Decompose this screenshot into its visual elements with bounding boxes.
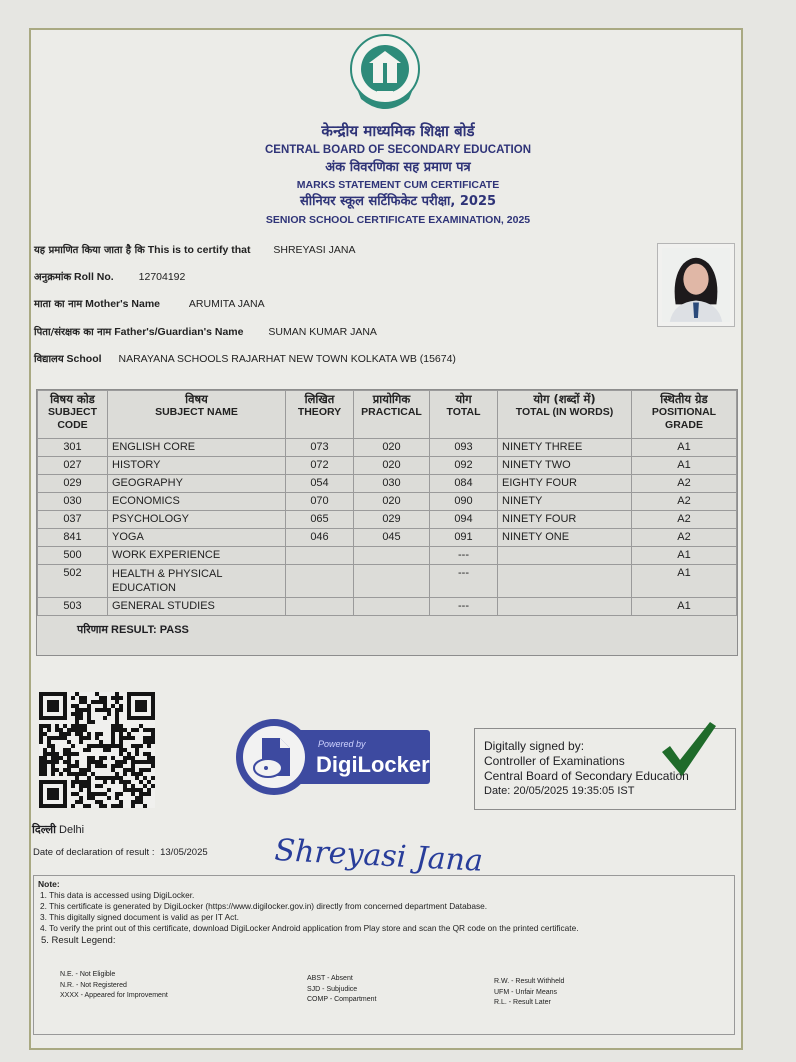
mother-label: Mother's Name xyxy=(85,298,160,310)
table-row xyxy=(38,493,737,511)
cell-grade: A1 xyxy=(632,565,737,598)
cell-practical xyxy=(354,598,430,616)
cell-practical: 020 xyxy=(354,493,430,511)
cell-subject: GEOGRAPHY xyxy=(108,475,286,493)
mother-name: ARUMITA JANA xyxy=(188,298,265,310)
verified-check-icon xyxy=(658,720,718,780)
cell-grade: A1 xyxy=(632,439,737,457)
qr-code xyxy=(39,692,155,808)
cell-words xyxy=(498,565,632,598)
cell-code: 301 xyxy=(38,439,108,457)
board-name-hindi: केन्द्रीय माध्यमिक शिक्षा बोर्ड xyxy=(321,122,475,140)
table-row xyxy=(38,511,737,529)
cell-subject: YOGA xyxy=(108,529,286,547)
school-label: School xyxy=(66,353,102,365)
cell-total: 084 xyxy=(430,475,498,493)
certify-row xyxy=(34,242,355,256)
legend-item: R.W. - Result Withheld xyxy=(494,978,565,985)
cell-theory: 072 xyxy=(286,457,354,475)
cell-words: NINETY THREE xyxy=(498,439,632,457)
signed-by-authority: Controller of Examinations xyxy=(484,754,625,768)
cell-code: 029 xyxy=(38,475,108,493)
header-grade: स्थितीय ग्रेड POSITIONAL GRADE xyxy=(632,391,737,439)
cell-total: 090 xyxy=(430,493,498,511)
declaration-label: Date of declaration of result : xyxy=(33,847,155,858)
place-english: Delhi xyxy=(59,824,85,836)
cell-grade: A2 xyxy=(632,475,737,493)
header-total: योग TOTAL xyxy=(430,391,498,439)
legend-item: ABST - Absent xyxy=(307,975,353,982)
cell-total: 094 xyxy=(430,511,498,529)
cell-practical: 020 xyxy=(354,439,430,457)
place-of-issue xyxy=(32,822,84,837)
table-row xyxy=(38,457,737,475)
cell-subject: GENERAL STUDIES xyxy=(108,598,286,616)
exam-title-english: SENIOR SCHOOL CERTIFICATE EXAMINATION, 2025 xyxy=(265,214,531,226)
certify-label-hindi: यह प्रमाणित किया जाता है कि xyxy=(34,245,145,256)
cell-code: 503 xyxy=(38,598,108,616)
board-name-english: CENTRAL BOARD OF SECONDARY EDUCATION xyxy=(265,144,531,156)
cell-subject: PSYCHOLOGY xyxy=(108,511,286,529)
father-label-hindi: पिता/संरक्षक का नाम xyxy=(34,327,112,338)
cell-code: 841 xyxy=(38,529,108,547)
table-row xyxy=(38,475,737,493)
legend-item: UFM - Unfair Means xyxy=(494,988,558,996)
cell-code: 030 xyxy=(38,493,108,511)
cell-practical xyxy=(354,547,430,565)
note-title: Note: xyxy=(38,879,60,889)
table-row xyxy=(38,439,737,457)
cell-total: --- xyxy=(430,598,498,616)
note-item: 3. This digitally signed document is valid as per IT Act. xyxy=(40,912,239,922)
legend-item: N.E. - Not Eligible xyxy=(60,971,116,978)
header-practical: प्रायोगिक PRACTICAL xyxy=(354,391,430,439)
result-label: RESULT: PASS xyxy=(111,624,189,636)
mother-row xyxy=(34,296,265,310)
cell-total: 092 xyxy=(430,457,498,475)
legend-item: R.L. - Result Later xyxy=(494,999,551,1006)
cell-grade: A1 xyxy=(632,457,737,475)
header-subject-name: विषय SUBJECT NAME xyxy=(108,391,286,439)
roll-row xyxy=(34,269,185,283)
father-label: Father's/Guardian's Name xyxy=(114,326,244,338)
cell-subject: ENGLISH CORE xyxy=(108,439,286,457)
cell-grade: A2 xyxy=(632,529,737,547)
cell-theory xyxy=(286,598,354,616)
signed-by-board: Central Board of Secondary Education xyxy=(484,769,689,783)
notes-section xyxy=(33,875,735,1035)
certify-label: This is to certify that xyxy=(147,244,251,256)
father-row xyxy=(34,324,377,338)
note-item: 2. This certificate is generated by DigiLocker (https://www.digilocker.gov.in) directly from concerned department Database. xyxy=(40,901,488,911)
cell-total: 093 xyxy=(430,439,498,457)
legend-item: SJD - Subjudice xyxy=(307,985,358,993)
table-row xyxy=(38,565,737,598)
signed-date: Date: 20/05/2025 19:35:05 IST xyxy=(484,785,635,797)
digilocker-brand: DigiLocker xyxy=(316,752,430,777)
roll-number: 12704192 xyxy=(138,271,186,283)
mother-label-hindi: माता का नाम xyxy=(34,299,83,310)
cell-theory: 073 xyxy=(286,439,354,457)
declaration-date: 13/05/2025 xyxy=(160,847,208,858)
cell-theory: 046 xyxy=(286,529,354,547)
legend-item: XXXX - Appeared for Improvement xyxy=(60,992,168,999)
cell-words: NINETY FOUR xyxy=(498,511,632,529)
legend-column-2 xyxy=(307,974,377,1006)
roll-label: Roll No. xyxy=(74,271,114,283)
cell-words: NINETY ONE xyxy=(498,529,632,547)
cell-words xyxy=(498,547,632,565)
legend-item: COMP - Compartment xyxy=(307,996,377,1003)
cell-subject: HEALTH & PHYSICAL EDUCATION xyxy=(108,565,286,598)
cell-subject: HISTORY xyxy=(108,457,286,475)
student-name: SHREYASI JANA xyxy=(273,244,356,256)
school-name: NARAYANA SCHOOLS RAJARHAT NEW TOWN KOLKATA WB (15674) xyxy=(118,353,456,365)
result-status xyxy=(77,622,189,637)
cell-theory: 054 xyxy=(286,475,354,493)
school-label-hindi: विद्यालय xyxy=(34,354,64,365)
cell-grade: A2 xyxy=(632,493,737,511)
cell-grade: A1 xyxy=(632,547,737,565)
cell-code: 037 xyxy=(38,511,108,529)
cell-grade: A1 xyxy=(632,598,737,616)
svg-text:Shreyasi Jana: Shreyasi Jana xyxy=(273,832,484,879)
cell-words: NINETY xyxy=(498,493,632,511)
header-theory: लिखित THEORY xyxy=(286,391,354,439)
cell-theory: 065 xyxy=(286,511,354,529)
cell-practical: 030 xyxy=(354,475,430,493)
cell-practical: 020 xyxy=(354,457,430,475)
table-row xyxy=(38,598,737,616)
cell-practical: 029 xyxy=(354,511,430,529)
cell-total: --- xyxy=(430,547,498,565)
document-title-hindi: अंक विवरणिका सह प्रमाण पत्र xyxy=(325,160,471,175)
table-row xyxy=(38,547,737,565)
note-item: 4. To verify the print out of this certificate, download DigiLocker Android application from Play store and scan the QR code on the printed certificate. xyxy=(40,923,579,933)
cell-words: EIGHTY FOUR xyxy=(498,475,632,493)
note-item: 1. This data is accessed using DigiLocker. xyxy=(40,890,195,900)
father-name: SUMAN KUMAR JANA xyxy=(268,326,377,338)
school-row xyxy=(34,351,456,365)
cell-subject: ECONOMICS xyxy=(108,493,286,511)
cell-total: 091 xyxy=(430,529,498,547)
cell-theory: 070 xyxy=(286,493,354,511)
cell-subject: WORK EXPERIENCE xyxy=(108,547,286,565)
student-photo xyxy=(657,243,735,327)
cell-practical: 045 xyxy=(354,529,430,547)
cell-code: 502 xyxy=(38,565,108,598)
legend-column-3 xyxy=(494,977,564,1009)
digilocker-badge xyxy=(234,716,434,798)
result-label-hindi: परिणाम xyxy=(77,623,108,636)
cell-code: 500 xyxy=(38,547,108,565)
cell-practical xyxy=(354,565,430,598)
cell-code: 027 xyxy=(38,457,108,475)
cell-words xyxy=(498,598,632,616)
header-subject-code: विषय कोड SUBJECT CODE xyxy=(38,391,108,439)
place-hindi: दिल्ली xyxy=(32,823,56,836)
legend-title: 5. Result Legend: xyxy=(41,935,116,946)
declaration-date-row xyxy=(33,847,208,858)
signed-by-line: Digitally signed by: xyxy=(484,739,585,753)
marks-table xyxy=(36,389,738,656)
cell-theory xyxy=(286,547,354,565)
document-title-english: MARKS STATEMENT CUM CERTIFICATE xyxy=(296,179,500,191)
cbse-seal-logo xyxy=(347,33,423,117)
legend-column-1 xyxy=(60,970,168,1002)
exam-title-hindi: सीनियर स्कूल सर्टिफिकेट परीक्षा, 2025 xyxy=(299,194,497,209)
roll-label-hindi: अनुक्रमांक xyxy=(34,272,72,283)
legend-item: N.R. - Not Registered xyxy=(60,981,127,989)
cell-theory xyxy=(286,565,354,598)
powered-by-text: Powered by xyxy=(318,739,366,749)
cell-grade: A2 xyxy=(632,511,737,529)
table-row xyxy=(38,529,737,547)
header-total-words: योग (शब्दों में) TOTAL (IN WORDS) xyxy=(498,391,632,439)
cell-total: --- xyxy=(430,565,498,598)
cell-words: NINETY TWO xyxy=(498,457,632,475)
